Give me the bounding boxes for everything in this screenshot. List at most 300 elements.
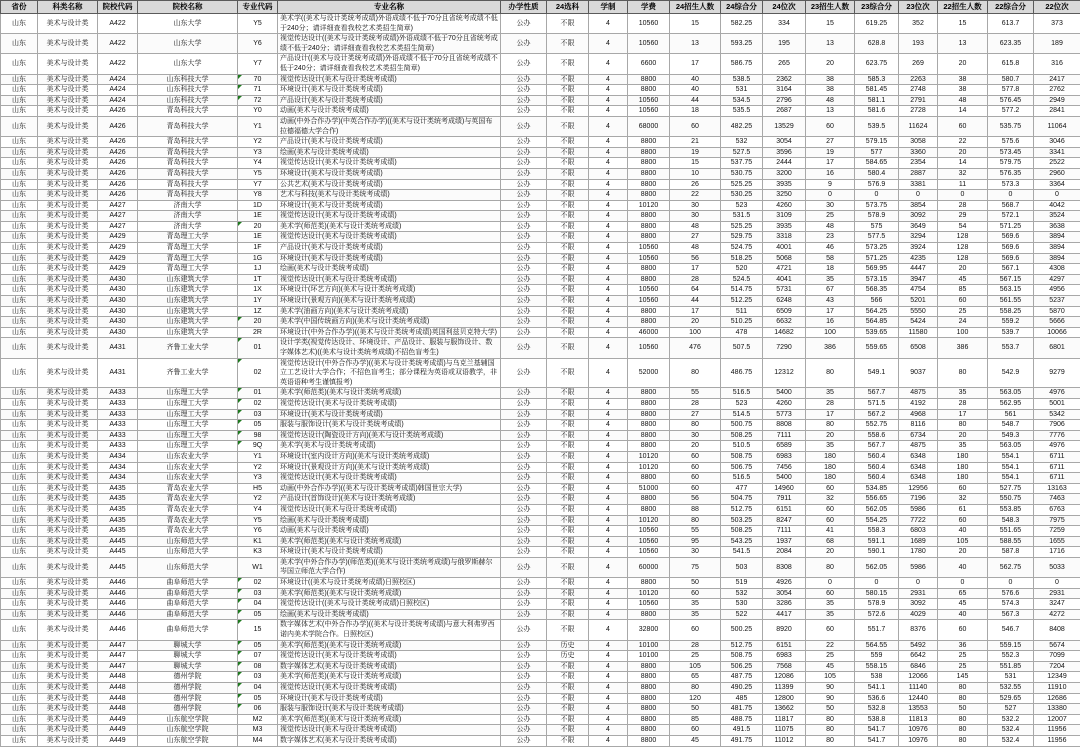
cell-rank-23: 4235 <box>899 253 938 264</box>
table-row <box>1 221 1080 232</box>
cell-category: 美术与设计类 <box>38 200 98 211</box>
table-row <box>1 74 1080 85</box>
cell-subject-req: 不限 <box>547 106 589 117</box>
cell-score-22: 569.6 <box>988 253 1034 264</box>
cell-years: 4 <box>589 441 628 452</box>
cell-score-24: 523 <box>721 200 763 211</box>
cell-score-22: 571.25 <box>988 221 1034 232</box>
cell-rank-24: 14960 <box>763 483 806 494</box>
cell-major-name: 产品设计(美术与设计类统考成绩) <box>278 243 501 254</box>
cell-enroll-22: 40 <box>938 609 988 620</box>
cell-enroll-24: 80 <box>670 683 721 694</box>
cell-province: 山东 <box>1 494 38 505</box>
cell-subject-req: 不限 <box>547 526 589 537</box>
cell-rank-24: 3109 <box>763 211 806 222</box>
cell-rank-24: 7111 <box>763 526 806 537</box>
cell-category: 美术与设计类 <box>38 253 98 264</box>
cell-province: 山东 <box>1 253 38 264</box>
cell-rank-23: 9037 <box>899 358 938 388</box>
cell-major-name: 美术学(师范类)(美术与设计类统考成绩) <box>278 221 501 232</box>
cell-score-24: 538.5 <box>721 74 763 85</box>
cell-score-22: 577.2 <box>988 106 1034 117</box>
cell-rank-24: 11817 <box>763 714 806 725</box>
cell-major-code: M4 <box>238 735 278 746</box>
cell-college-name: 聊城大学 <box>138 651 238 662</box>
cell-college-code: A430 <box>98 285 138 296</box>
cell-enroll-24: 60 <box>670 588 721 599</box>
cell-score-22: 529.65 <box>988 693 1034 704</box>
header-rank-22: 22位次 <box>1034 1 1080 14</box>
cell-subject-req: 不限 <box>547 200 589 211</box>
cell-score-22: 572.1 <box>988 211 1034 222</box>
cell-major-name: 视觉传达设计(美术与设计类统考成绩) <box>278 274 501 285</box>
cell-subject-req: 不限 <box>547 264 589 275</box>
cell-tuition: 8800 <box>628 211 670 222</box>
cell-score-22: 576.6 <box>988 588 1034 599</box>
cell-nature: 公办 <box>501 640 547 651</box>
cell-score-24: 500.75 <box>721 420 763 431</box>
cell-major-name: 环境设计(美术与设计类统考成绩) <box>278 253 501 264</box>
cell-major-code: 02 <box>238 398 278 409</box>
cell-enroll-23: 60 <box>806 116 855 136</box>
cell-enroll-24: 30 <box>670 211 721 222</box>
cell-score-24: 532 <box>721 137 763 148</box>
cell-tuition: 8800 <box>628 158 670 169</box>
cell-enroll-23: 60 <box>806 483 855 494</box>
green-corner-flag-icon <box>238 662 242 666</box>
cell-subject-req: 不限 <box>547 388 589 399</box>
cell-enroll-23: 35 <box>806 599 855 610</box>
header-score-24: 24综合分 <box>721 1 763 14</box>
cell-nature: 公办 <box>501 536 547 547</box>
cell-tuition: 8800 <box>628 725 670 736</box>
cell-province: 山东 <box>1 190 38 201</box>
cell-subject-req: 不限 <box>547 714 589 725</box>
cell-college-code: A429 <box>98 264 138 275</box>
cell-enroll-24: 28 <box>670 274 721 285</box>
cell-enroll-24: 28 <box>670 640 721 651</box>
cell-rank-22: 7099 <box>1034 651 1080 662</box>
cell-subject-req: 不限 <box>547 693 589 704</box>
green-corner-flag-icon <box>238 338 242 342</box>
cell-score-24: 525.25 <box>721 221 763 232</box>
header-row <box>1 1 1080 14</box>
cell-rank-23: 2931 <box>899 588 938 599</box>
cell-rank-23: 7196 <box>899 494 938 505</box>
table-row <box>1 158 1080 169</box>
cell-tuition: 60000 <box>628 557 670 577</box>
cell-tuition: 68000 <box>628 116 670 136</box>
cell-major-name: 美术学(油画方向)(美术与设计类统考成绩) <box>278 306 501 317</box>
cell-rank-22: 4042 <box>1034 200 1080 211</box>
cell-major-name: 视觉传达设计(美术与设计类统考成绩) <box>278 651 501 662</box>
cell-rank-22: 373 <box>1034 14 1080 34</box>
cell-rank-24: 5773 <box>763 409 806 420</box>
cell-enroll-22: 35 <box>938 441 988 452</box>
cell-rank-22: 6711 <box>1034 451 1080 462</box>
cell-enroll-23: 20 <box>806 54 855 74</box>
cell-major-name: 视觉传达设计(美术与设计类统考成绩) <box>278 211 501 222</box>
cell-enroll-22: 80 <box>938 358 988 388</box>
cell-rank-23: 2263 <box>899 74 938 85</box>
green-corner-flag-icon <box>238 410 242 414</box>
cell-enroll-24: 20 <box>670 317 721 328</box>
cell-score-22: 580.7 <box>988 74 1034 85</box>
cell-major-name: 动画(中外合作办学)((美术与设计类统考成绩)韩国世宗大学) <box>278 483 501 494</box>
cell-rank-22: 11956 <box>1034 735 1080 746</box>
cell-subject-req: 不限 <box>547 494 589 505</box>
cell-major-name: 视觉传达设计(美术与设计类统考成绩) <box>278 683 501 694</box>
cell-rank-23: 3381 <box>899 179 938 190</box>
cell-major-code: Y6 <box>238 526 278 537</box>
cell-enroll-24: 21 <box>670 137 721 148</box>
cell-rank-24: 12086 <box>763 672 806 683</box>
cell-score-22: 542.9 <box>988 358 1034 388</box>
cell-category: 美术与设计类 <box>38 327 98 338</box>
header-major-code: 专业代码 <box>238 1 278 14</box>
table-row <box>1 640 1080 651</box>
cell-years: 4 <box>589 504 628 515</box>
cell-rank-22: 7259 <box>1034 526 1080 537</box>
cell-enroll-22: 50 <box>938 704 988 715</box>
cell-rank-23: 5201 <box>899 296 938 307</box>
cell-score-23: 572.6 <box>855 609 899 620</box>
cell-rank-22: 12007 <box>1034 714 1080 725</box>
cell-college-name: 山东师范大学 <box>138 557 238 577</box>
table-row <box>1 327 1080 338</box>
cell-rank-23: 11624 <box>899 116 938 136</box>
cell-rank-24: 4926 <box>763 578 806 589</box>
cell-tuition: 8800 <box>628 306 670 317</box>
cell-major-code: 03 <box>238 588 278 599</box>
cell-rank-23: 3092 <box>899 599 938 610</box>
cell-enroll-22: 40 <box>938 526 988 537</box>
cell-rank-24: 3164 <box>763 85 806 96</box>
cell-score-24: 530 <box>721 599 763 610</box>
cell-province: 山东 <box>1 473 38 484</box>
cell-enroll-24: 60 <box>670 451 721 462</box>
cell-major-code: 2R <box>238 327 278 338</box>
cell-rank-22: 12686 <box>1034 693 1080 704</box>
cell-category: 美术与设计类 <box>38 232 98 243</box>
cell-tuition: 8800 <box>628 735 670 746</box>
cell-tuition: 8800 <box>628 137 670 148</box>
cell-college-name: 青岛科技大学 <box>138 137 238 148</box>
cell-rank-24: 5731 <box>763 285 806 296</box>
cell-category: 美术与设计类 <box>38 317 98 328</box>
cell-tuition: 6600 <box>628 54 670 74</box>
cell-enroll-23: 20 <box>806 547 855 558</box>
cell-tuition: 8800 <box>628 430 670 441</box>
table-row <box>1 430 1080 441</box>
cell-major-code: 05 <box>238 693 278 704</box>
cell-college-name: 青岛科技大学 <box>138 179 238 190</box>
cell-tuition: 8800 <box>628 74 670 85</box>
cell-major-name: 环境设计(美术与设计类统考成绩) <box>278 409 501 420</box>
cell-rank-22: 6711 <box>1034 473 1080 484</box>
cell-subject-req: 不限 <box>547 578 589 589</box>
cell-subject-req: 不限 <box>547 54 589 74</box>
cell-nature: 公办 <box>501 147 547 158</box>
cell-college-name: 青岛农业大学 <box>138 483 238 494</box>
cell-major-name: 视觉传达设计(美术与设计类统考成绩) <box>278 158 501 169</box>
cell-score-24: 543.25 <box>721 536 763 547</box>
cell-score-22: 567.15 <box>988 274 1034 285</box>
cell-score-22: 561.55 <box>988 296 1034 307</box>
cell-years: 4 <box>589 274 628 285</box>
cell-college-code: A435 <box>98 483 138 494</box>
cell-nature: 公办 <box>501 264 547 275</box>
cell-score-24: 488.75 <box>721 714 763 725</box>
cell-rank-22: 1655 <box>1034 536 1080 547</box>
cell-college-code: A449 <box>98 725 138 736</box>
cell-score-23: 577 <box>855 147 899 158</box>
cell-years: 4 <box>589 358 628 388</box>
cell-score-23: 581.1 <box>855 95 899 106</box>
cell-years: 4 <box>589 547 628 558</box>
table-row <box>1 317 1080 328</box>
cell-category: 美术与设计类 <box>38 147 98 158</box>
cell-college-name: 山东大学 <box>138 34 238 54</box>
cell-enroll-24: 27 <box>670 409 721 420</box>
cell-enroll-22: 20 <box>938 147 988 158</box>
cell-years: 4 <box>589 462 628 473</box>
cell-enroll-24: 60 <box>670 725 721 736</box>
cell-college-name: 山东航空学院 <box>138 725 238 736</box>
cell-category: 美术与设计类 <box>38 158 98 169</box>
cell-score-22: 535.75 <box>988 116 1034 136</box>
cell-tuition: 32800 <box>628 620 670 640</box>
cell-years: 4 <box>589 317 628 328</box>
cell-province: 山东 <box>1 338 38 358</box>
cell-score-24: 481.75 <box>721 704 763 715</box>
cell-score-23: 573.25 <box>855 243 899 254</box>
cell-score-22: 587.8 <box>988 547 1034 558</box>
cell-enroll-24: 60 <box>670 473 721 484</box>
cell-enroll-24: 15 <box>670 158 721 169</box>
cell-nature: 公办 <box>501 253 547 264</box>
cell-enroll-24: 30 <box>670 547 721 558</box>
cell-enroll-23: 80 <box>806 358 855 388</box>
cell-years: 4 <box>589 651 628 662</box>
table-row <box>1 54 1080 74</box>
table-row <box>1 725 1080 736</box>
cell-college-code: A430 <box>98 317 138 328</box>
cell-subject-req: 不限 <box>547 168 589 179</box>
cell-enroll-23: 80 <box>806 420 855 431</box>
cell-rank-22: 7776 <box>1034 430 1080 441</box>
cell-rank-24: 7111 <box>763 430 806 441</box>
cell-enroll-24: 17 <box>670 54 721 74</box>
cell-nature: 公办 <box>501 34 547 54</box>
cell-score-23: 573.75 <box>855 200 899 211</box>
cell-province: 山东 <box>1 640 38 651</box>
cell-nature: 公办 <box>501 725 547 736</box>
cell-rank-24: 8308 <box>763 557 806 577</box>
cell-tuition: 8800 <box>628 504 670 515</box>
green-corner-flag-icon <box>238 578 242 582</box>
cell-rank-23: 6734 <box>899 430 938 441</box>
cell-score-24: 486.75 <box>721 358 763 388</box>
cell-college-name: 山东师范大学 <box>138 536 238 547</box>
cell-enroll-22: 80 <box>938 714 988 725</box>
cell-enroll-23: 23 <box>806 232 855 243</box>
cell-tuition: 8800 <box>628 85 670 96</box>
table-row <box>1 85 1080 96</box>
cell-enroll-24: 55 <box>670 388 721 399</box>
cell-major-code: M3 <box>238 725 278 736</box>
green-corner-flag-icon <box>238 317 242 321</box>
cell-score-22: 615.8 <box>988 54 1034 74</box>
cell-province: 山东 <box>1 693 38 704</box>
cell-score-24: 508.75 <box>721 651 763 662</box>
cell-province: 山东 <box>1 264 38 275</box>
cell-score-24: 478 <box>721 327 763 338</box>
table-row <box>1 526 1080 537</box>
cell-enroll-22: 80 <box>938 420 988 431</box>
green-corner-flag-icon <box>238 599 242 603</box>
cell-years: 4 <box>589 526 628 537</box>
cell-college-name: 山东理工大学 <box>138 409 238 420</box>
cell-major-code: Y8 <box>238 190 278 201</box>
cell-enroll-22: 128 <box>938 232 988 243</box>
cell-years: 4 <box>589 200 628 211</box>
cell-enroll-24: 40 <box>670 85 721 96</box>
cell-enroll-22: 180 <box>938 462 988 473</box>
cell-category: 美术与设计类 <box>38 179 98 190</box>
cell-years: 4 <box>589 704 628 715</box>
cell-major-name: 环境设计(美术与设计类统考成绩) <box>278 168 501 179</box>
cell-province: 山东 <box>1 388 38 399</box>
cell-rank-23: 12956 <box>899 483 938 494</box>
table-row <box>1 609 1080 620</box>
cell-nature: 公办 <box>501 338 547 358</box>
cell-enroll-23: 68 <box>806 536 855 547</box>
cell-years: 4 <box>589 714 628 725</box>
cell-tuition: 10560 <box>628 547 670 558</box>
cell-major-name: 产品设计(首饰设计)(美术与设计类统考成绩) <box>278 494 501 505</box>
cell-province: 山东 <box>1 200 38 211</box>
cell-subject-req: 不限 <box>547 704 589 715</box>
cell-major-name: 数字媒体艺术(美术与设计类统考成绩) <box>278 661 501 672</box>
cell-score-24: 482.25 <box>721 116 763 136</box>
cell-college-code: A426 <box>98 137 138 148</box>
cell-enroll-23: 17 <box>806 158 855 169</box>
header-major-name: 专业名称 <box>278 1 501 14</box>
cell-score-23: 532.8 <box>855 704 899 715</box>
cell-major-code: Y7 <box>238 179 278 190</box>
cell-score-24: 520 <box>721 264 763 275</box>
cell-rank-22: 7906 <box>1034 420 1080 431</box>
cell-rank-23: 3924 <box>899 243 938 254</box>
cell-province: 山东 <box>1 578 38 589</box>
cell-enroll-24: 55 <box>670 526 721 537</box>
cell-enroll-24: 17 <box>670 306 721 317</box>
table-row <box>1 661 1080 672</box>
cell-major-code: K3 <box>238 547 278 558</box>
cell-college-name: 青岛农业大学 <box>138 494 238 505</box>
cell-category: 美术与设计类 <box>38 651 98 662</box>
cell-enroll-22: 32 <box>938 168 988 179</box>
cell-rank-22: 6801 <box>1034 338 1080 358</box>
cell-enroll-24: 56 <box>670 494 721 505</box>
green-corner-flag-icon <box>238 75 242 79</box>
cell-province: 山东 <box>1 398 38 409</box>
cell-college-name: 济南大学 <box>138 221 238 232</box>
cell-tuition: 10120 <box>628 462 670 473</box>
cell-college-name: 山东科技大学 <box>138 74 238 85</box>
cell-province: 山东 <box>1 588 38 599</box>
cell-enroll-24: 60 <box>670 483 721 494</box>
cell-college-name: 青岛科技大学 <box>138 168 238 179</box>
cell-score-24: 508.25 <box>721 526 763 537</box>
cell-years: 4 <box>589 683 628 694</box>
cell-province: 山东 <box>1 54 38 74</box>
cell-college-code: A433 <box>98 441 138 452</box>
cell-rank-24: 7290 <box>763 338 806 358</box>
cell-enroll-22: 180 <box>938 473 988 484</box>
cell-enroll-24: 40 <box>670 74 721 85</box>
cell-rank-22: 2762 <box>1034 85 1080 96</box>
cell-enroll-22: 36 <box>938 640 988 651</box>
green-corner-flag-icon <box>238 620 242 624</box>
cell-years: 4 <box>589 327 628 338</box>
cell-college-name: 山东大学 <box>138 14 238 34</box>
cell-major-name: 绘画(美术与设计类统考成绩) <box>278 264 501 275</box>
cell-college-name: 德州学院 <box>138 704 238 715</box>
cell-college-name: 山东农业大学 <box>138 473 238 484</box>
cell-enroll-22: 61 <box>938 504 988 515</box>
cell-enroll-23: 17 <box>806 306 855 317</box>
cell-nature: 公办 <box>501 693 547 704</box>
cell-score-23: 552.75 <box>855 420 899 431</box>
cell-major-code: Y5 <box>238 168 278 179</box>
cell-province: 山东 <box>1 420 38 431</box>
cell-tuition: 8800 <box>628 473 670 484</box>
cell-province: 山东 <box>1 74 38 85</box>
cell-college-code: A435 <box>98 515 138 526</box>
cell-score-24: 523 <box>721 398 763 409</box>
table-row <box>1 253 1080 264</box>
cell-province: 山东 <box>1 725 38 736</box>
cell-subject-req: 不限 <box>547 620 589 640</box>
cell-tuition: 10560 <box>628 106 670 117</box>
cell-score-24: 534.5 <box>721 95 763 106</box>
cell-province: 山东 <box>1 296 38 307</box>
cell-score-23: 541.1 <box>855 683 899 694</box>
cell-score-24: 507.5 <box>721 338 763 358</box>
cell-college-name: 山东农业大学 <box>138 462 238 473</box>
cell-enroll-23: 13 <box>806 106 855 117</box>
cell-years: 4 <box>589 106 628 117</box>
cell-enroll-22: 25 <box>938 661 988 672</box>
cell-nature: 公办 <box>501 327 547 338</box>
cell-enroll-23: 19 <box>806 147 855 158</box>
cell-major-code: 04 <box>238 683 278 694</box>
cell-enroll-22: 17 <box>938 409 988 420</box>
cell-college-code: A435 <box>98 504 138 515</box>
cell-enroll-23: 17 <box>806 409 855 420</box>
cell-nature: 公办 <box>501 221 547 232</box>
cell-college-name: 山东农业大学 <box>138 451 238 462</box>
cell-enroll-22: 80 <box>938 693 988 704</box>
cell-category: 美术与设计类 <box>38 640 98 651</box>
cell-enroll-22: 20 <box>938 430 988 441</box>
cell-score-23: 541.7 <box>855 725 899 736</box>
cell-score-24: 593.25 <box>721 34 763 54</box>
cell-major-name: 美术学(师范类)(美术与设计类统考成绩) <box>278 536 501 547</box>
cell-major-code: 1J <box>238 264 278 275</box>
